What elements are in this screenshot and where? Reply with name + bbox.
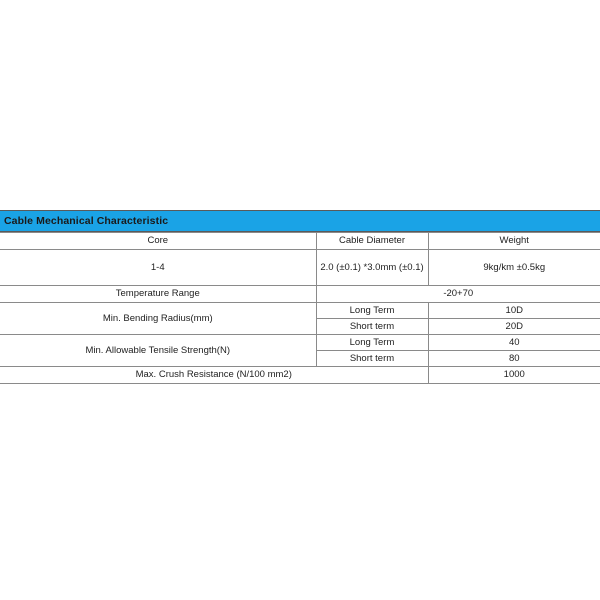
header-row	[0, 233, 600, 250]
temperature-value: -20+70	[316, 286, 600, 303]
diameter-value: 2.0 (±0.1) *3.0mm (±0.1)	[316, 250, 428, 286]
table-row	[0, 335, 600, 351]
bending-long-label: Long Term	[316, 303, 428, 319]
bending-long-value: 10D	[428, 303, 600, 319]
spec-table-container	[0, 210, 600, 384]
tensile-long-value: 40	[428, 335, 600, 351]
header-cable-diameter: Cable Diameter	[316, 233, 428, 250]
table-row	[0, 250, 600, 286]
bending-short-label: Short term	[316, 319, 428, 335]
table-row	[0, 286, 600, 303]
header-core: Core	[0, 233, 316, 250]
header-weight: Weight	[428, 233, 600, 250]
table-row	[0, 303, 600, 319]
tensile-short-value: 80	[428, 351, 600, 367]
weight-value: 9kg/km ±0.5kg	[428, 250, 600, 286]
table-title: Cable Mechanical Characteristic	[0, 210, 600, 232]
crush-label: Max. Crush Resistance (N/100 mm2)	[0, 367, 428, 384]
spec-table	[0, 232, 600, 384]
crush-value: 1000	[428, 367, 600, 384]
tensile-short-label: Short term	[316, 351, 428, 367]
core-value: 1-4	[0, 250, 316, 286]
bending-label: Min. Bending Radius(mm)	[0, 303, 316, 335]
tensile-long-label: Long Term	[316, 335, 428, 351]
table-row	[0, 367, 600, 384]
temperature-label: Temperature Range	[0, 286, 316, 303]
bending-short-value: 20D	[428, 319, 600, 335]
tensile-label: Min. Allowable Tensile Strength(N)	[0, 335, 316, 367]
